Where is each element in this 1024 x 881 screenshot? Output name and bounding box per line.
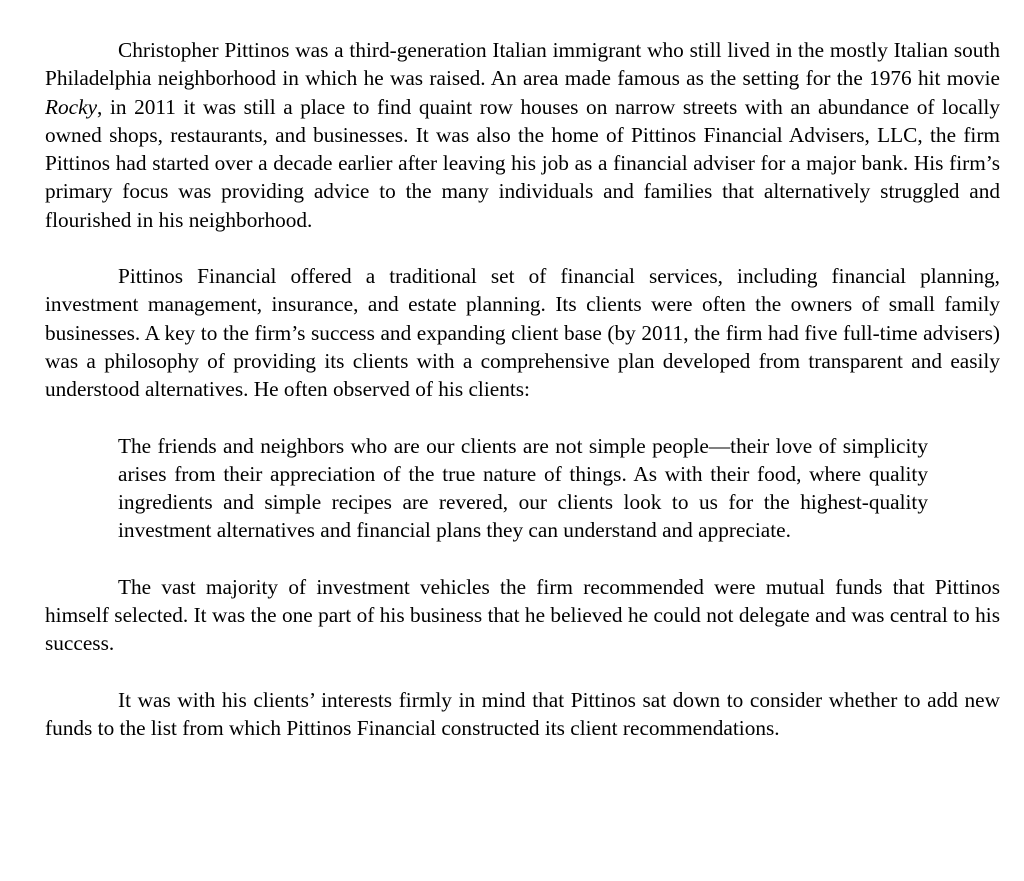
block-quote: The friends and neighbors who are our clients are not simple people—their love of simplicity arises from their appreciation of the true nature of things. As with their food, where quality ingredients and simple recipes are revered, our clients look to us for the highest-quality investment alternatives and financial plans they can understand and appreciate.: [118, 433, 928, 543]
paragraph-intro: [45, 36, 1000, 234]
paragraph-funds: The vast majority of investment vehicles the firm recommended were mutual funds that Pittinos himself selected. It was the one part of his business that he believed he could not delegate and was central to his success.: [45, 574, 1000, 656]
paragraph-conclusion: It was with his clients’ interests firmly in mind that Pittinos sat down to consider whether to add new funds to the list from which Pittinos Financial constructed its client recommendations.: [45, 687, 1000, 740]
movie-title: Rocky: [45, 94, 98, 119]
document-page: [45, 36, 1000, 742]
paragraph-intro-after: , in 2011 it was still a place to find quaint row houses on narrow streets with an abundance of locally owned shops, restaurants, and businesses. It was also the home of Pittinos Financial Advisers, LLC, the firm Pittinos had started over a decade earlier after leaving his job as a financial adviser for a major bank. His firm’s primary focus was providing advice to the many individuals and families that alternatively struggled and flourished in his neighborhood.: [45, 94, 1000, 232]
paragraph-services: Pittinos Financial offered a traditional set of financial services, including financial planning, investment management, insurance, and estate planning. Its clients were often the owners of small family businesses. A key to the firm’s success and expanding client base (by 2011, the firm had five full-time advisers) was a philosophy of providing its clients with a comprehensive plan developed from transparent and easily understood alternatives. He often observed of his clients:: [45, 264, 1000, 402]
paragraph-intro-before: Christopher Pittinos was a third-generation Italian immigrant who still lived in the mostly Italian south Philadelphia neighborhood in which he was raised. An area made famous as the setting for the 1976 hit movie: [45, 38, 1000, 91]
